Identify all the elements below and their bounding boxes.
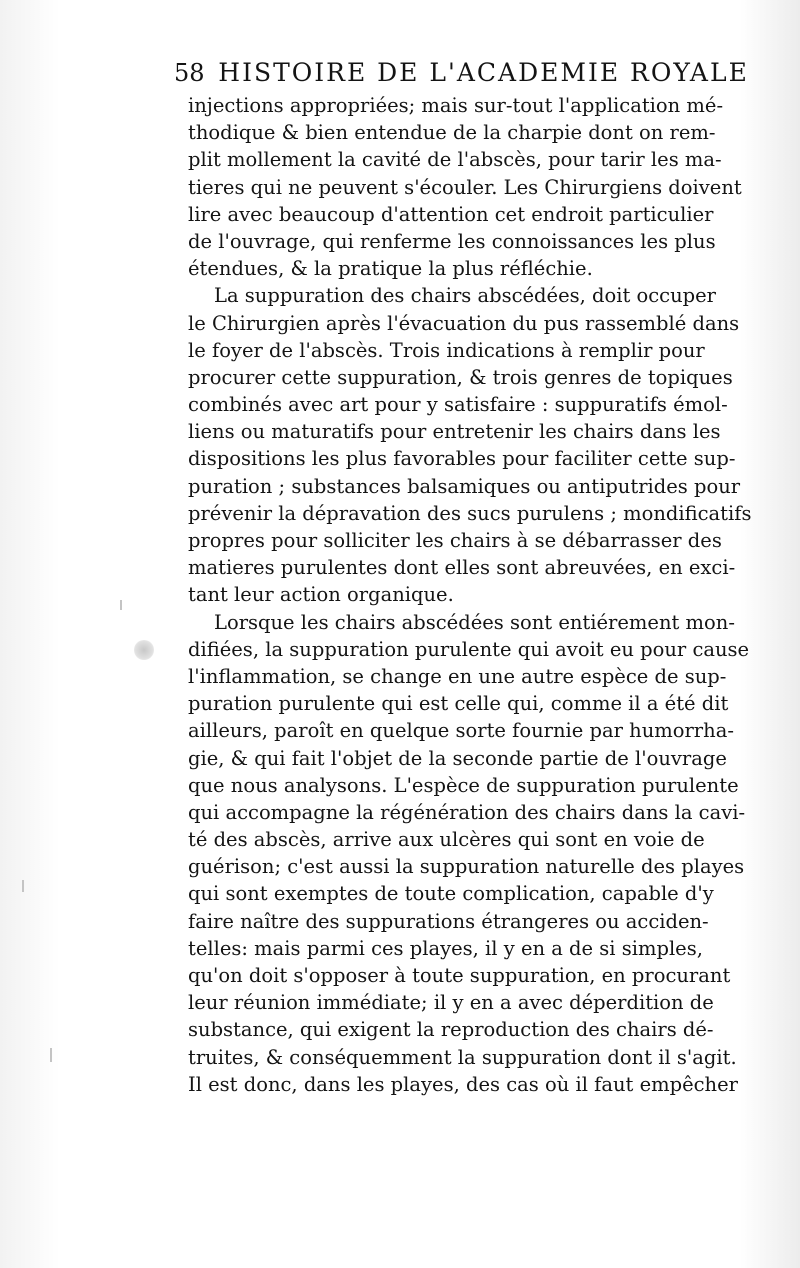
body-text [188, 92, 773, 1102]
text-line: procurer cette suppuration, & trois genres de topiques [188, 365, 733, 389]
text-line: le Chirurgien après l'évacuation du pus rassemblé dans [188, 311, 740, 335]
paper-stain [134, 640, 154, 660]
text-line: tieres qui ne peuvent s'écouler. Les Chirurgiens doivent [188, 175, 742, 199]
text-line: faire naître des suppurations étrangeres ou acciden- [188, 909, 709, 933]
text-line: lire avec beaucoup d'attention cet endroit particulier [188, 202, 714, 226]
text-line: difiées, la suppuration purulente qui avoit eu pour cause [188, 637, 750, 661]
text-line: guérison; c'est aussi la suppuration naturelle des playes [188, 855, 745, 879]
page-header [174, 56, 749, 90]
text-line: prévenir la dépravation des sucs purulens ; mondificatifs [188, 501, 752, 525]
text-line: puration purulente qui est celle qui, comme il a été dit [188, 692, 729, 716]
text-line: injections appropriées; mais sur-tout l'application mé- [188, 94, 724, 117]
text-line: truites, & conséquemment la suppuration dont il s'agit. [188, 1045, 737, 1069]
paragraph-start-line: La suppuration des chairs abscédées, doit occuper [214, 284, 717, 308]
text-line: étendues, & la pratique la plus réfléchie. [188, 257, 593, 281]
running-head: HISTOIRE DE L'ACADEMIE ROYALE [218, 58, 749, 87]
margin-mark [120, 600, 122, 610]
text-line: tant leur action organique. [188, 583, 454, 607]
page-number: 58 [174, 59, 205, 87]
text-line: combinés avec art pour y satisfaire : suppuratifs émol- [188, 393, 728, 417]
text-line: matieres purulentes dont elles sont abreuvées, en exci- [188, 556, 736, 580]
text-line: thodique & bien entendue de la charpie dont on rem- [188, 121, 716, 145]
text-line: que nous analysons. L'espèce de suppuration purulente [188, 773, 739, 797]
text-line: liens ou maturatifs pour entretenir les chairs dans les [188, 420, 721, 444]
text-line: puration ; substances balsamiques ou antiputrides pour [188, 474, 741, 498]
margin-mark [50, 1048, 52, 1062]
text-line: ailleurs, paroît en quelque sorte fournie par humorrha- [188, 719, 734, 743]
margin-mark [22, 880, 24, 892]
text-line: leur réunion immédiate; il y en a avec déperdition de [188, 991, 714, 1015]
text-line: dispositions les plus favorables pour faciliter cette sup- [188, 447, 736, 471]
text-line: le foyer de l'abscès. Trois indications à remplir pour [188, 338, 705, 362]
text-line: qui accompagne la régénération des chairs dans la cavi- [188, 800, 746, 824]
text-line: plit mollement la cavité de l'abscès, pour tarir les ma- [188, 148, 722, 172]
paragraph-start-line: Lorsque les chairs abscédées sont entiérement mon- [214, 610, 735, 634]
text-line: qui sont exemptes de toute complication, capable d'y [188, 882, 714, 906]
text-line: Il est donc, dans les playes, des cas où il faut empêcher [188, 1072, 738, 1096]
text-line: propres pour solliciter les chairs à se débarrasser des [188, 529, 722, 552]
text-line: de l'ouvrage, qui renferme les connoissances les plus [188, 229, 716, 253]
text-line: gie, & qui fait l'objet de la seconde partie de l'ouvrage [188, 746, 727, 770]
text-line: telles: mais parmi ces playes, il y en a de si simples, [188, 936, 703, 960]
text-line: qu'on doit s'opposer à toute suppuration, en procurant [188, 964, 731, 987]
text-line: substance, qui exigent la reproduction des chairs dé- [188, 1018, 714, 1042]
text-line: té des abscès, arrive aux ulcères qui sont en voie de [188, 828, 705, 852]
text-line: l'inflammation, se change en une autre espèce de sup- [188, 664, 727, 688]
